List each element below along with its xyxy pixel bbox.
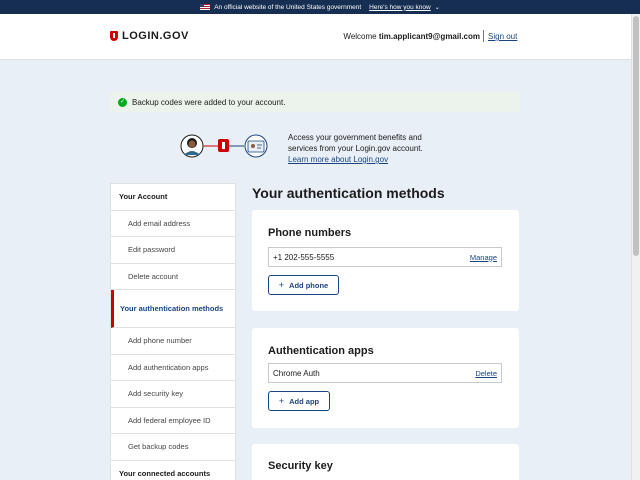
- header-divider: [483, 30, 484, 42]
- phone-number-row: [268, 247, 502, 267]
- manage-phone-link[interactable]: Manage: [469, 252, 497, 262]
- sidebar-item-edit-password[interactable]: Edit password: [111, 237, 235, 264]
- sidebar-item-your-account[interactable]: Your Account: [111, 184, 235, 211]
- account-sidebar: [110, 183, 236, 480]
- plus-icon: +: [278, 280, 285, 290]
- scrollbar-thumb[interactable]: [633, 16, 639, 256]
- us-flag-icon: [200, 4, 210, 10]
- user-email: tim.applicant9@gmail.com: [378, 32, 480, 41]
- site-header: [0, 14, 640, 60]
- sidebar-item-add-phone[interactable]: Add phone number: [111, 328, 235, 355]
- auth-app-row: [268, 363, 502, 383]
- sidebar-item-add-auth-apps[interactable]: Add authentication apps: [111, 355, 235, 382]
- page-scrollbar[interactable]: [631, 14, 640, 480]
- add-app-button[interactable]: [268, 391, 330, 411]
- heres-how-you-know-link[interactable]: Here's how you know: [369, 3, 431, 11]
- delete-app-link[interactable]: Delete: [475, 368, 497, 378]
- account-illustration: [180, 130, 274, 162]
- hero-text: [288, 132, 438, 165]
- phone-numbers-heading: Phone numbers: [268, 227, 352, 239]
- learn-more-link[interactable]: Learn more about Login.gov: [288, 155, 389, 164]
- sidebar-item-delete-account[interactable]: Delete account: [111, 264, 235, 291]
- sidebar-item-add-email[interactable]: Add email address: [111, 211, 235, 238]
- shield-icon: [110, 31, 118, 41]
- sidebar-item-authentication-methods[interactable]: Your authentication methods: [111, 290, 235, 328]
- sidebar-item-add-piv[interactable]: Add federal employee ID: [111, 408, 235, 435]
- phone-number-value: +1 202-555-5555: [273, 252, 335, 262]
- phone-numbers-card: [252, 210, 519, 311]
- sidebar-item-add-security-key[interactable]: Add security key: [111, 381, 235, 408]
- add-phone-button[interactable]: [268, 275, 339, 295]
- welcome-label: Welcome: [343, 32, 377, 41]
- login-gov-logo[interactable]: [110, 30, 189, 42]
- gov-banner: [0, 0, 640, 14]
- sidebar-item-backup-codes[interactable]: Get backup codes: [111, 434, 235, 461]
- sidebar-item-connected-accounts[interactable]: Your connected accounts: [111, 461, 235, 480]
- sign-out-link[interactable]: Sign out: [488, 32, 518, 41]
- alert-message: Backup codes were added to your account.: [132, 97, 286, 107]
- security-key-card: [252, 444, 519, 480]
- hero-description: Access your government benefits and services from your Login.gov account.: [288, 133, 423, 153]
- add-app-label: Add app: [289, 396, 320, 406]
- plus-icon: +: [278, 396, 285, 406]
- chevron-down-icon[interactable]: ⌄: [434, 4, 440, 11]
- add-phone-label: Add phone: [289, 280, 329, 290]
- security-key-heading: Security key: [268, 460, 333, 472]
- logo-text: LOGIN.GOV: [122, 30, 189, 42]
- gov-banner-text: An official website of the United States government: [214, 3, 362, 11]
- check-circle-icon: ✓: [119, 98, 126, 105]
- welcome-message: [343, 32, 480, 41]
- page-title: Your authentication methods: [252, 185, 445, 201]
- auth-app-name: Chrome Auth: [273, 368, 320, 378]
- success-alert: [110, 92, 520, 112]
- authentication-apps-card: [252, 328, 519, 428]
- authentication-apps-heading: Authentication apps: [268, 345, 374, 357]
